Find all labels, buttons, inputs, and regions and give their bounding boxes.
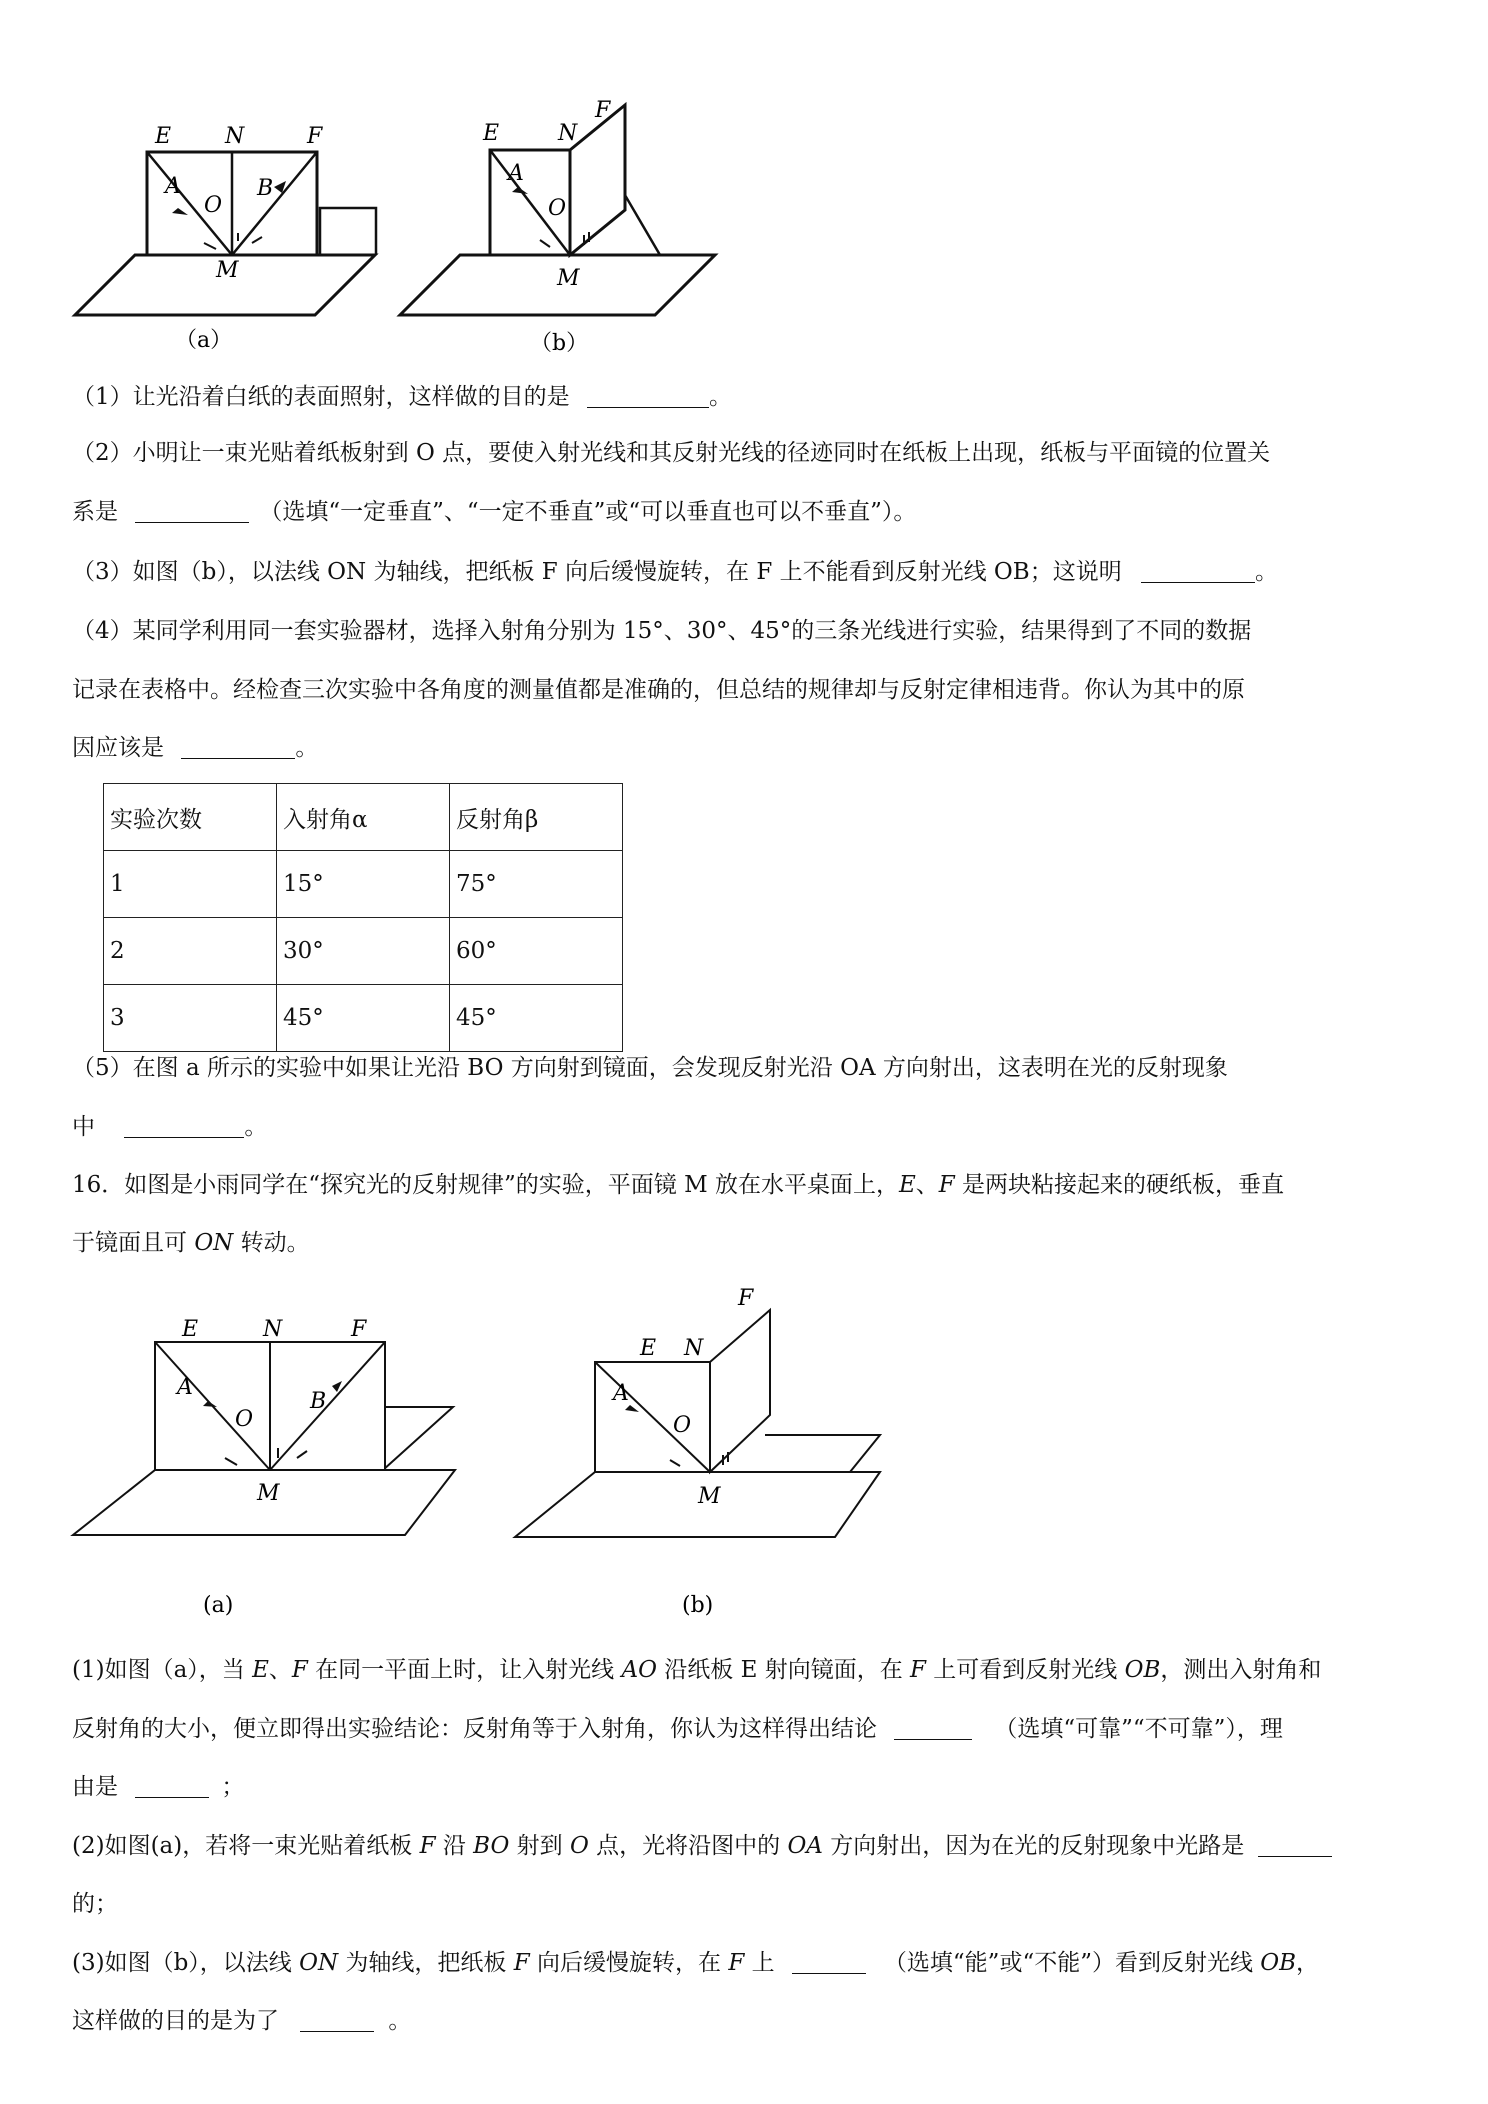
- label-N: N: [558, 121, 578, 146]
- label-M: M: [257, 1481, 280, 1506]
- caption-b: (b): [682, 1593, 714, 1618]
- q15-part5-line1: （5）在图 a 所示的实验中如果让光沿 BO 方向射到镜面，会发现反射光沿 OA 方向射出，这表明在光的反射现象: [72, 1055, 1228, 1081]
- answer-blank[interactable]: [894, 1717, 972, 1740]
- table-cell: 45°: [277, 985, 450, 1052]
- label-M: M: [216, 258, 239, 283]
- answer-blank[interactable]: [1141, 560, 1255, 583]
- table-header-row: [104, 784, 623, 851]
- q16-part2-line2: 的；: [72, 1891, 118, 1917]
- label-F: F: [307, 124, 323, 149]
- answer-blank[interactable]: [181, 736, 295, 759]
- paper-back-edge: [765, 1435, 880, 1472]
- answer-blank[interactable]: [135, 1775, 209, 1798]
- label-O: O: [548, 196, 567, 221]
- table-row: [104, 851, 623, 918]
- table-header: 反射角β: [450, 784, 623, 851]
- label-B: B: [257, 176, 274, 201]
- label-N: N: [263, 1317, 283, 1342]
- q16-intro-line1: 16．如图是小雨同学在“探究光的反射规律”的实验，平面镜 M 放在水平桌面上，E、F 是两块粘接起来的硬纸板，垂直: [72, 1172, 1285, 1198]
- table-cell: 1: [104, 851, 277, 918]
- label-E: E: [483, 121, 500, 146]
- label-F: F: [738, 1286, 754, 1311]
- label-F: F: [595, 98, 611, 123]
- answer-blank[interactable]: [1258, 1834, 1332, 1857]
- label-E: E: [182, 1317, 199, 1342]
- table-header: 入射角α: [277, 784, 450, 851]
- label-E: E: [640, 1336, 657, 1361]
- label-A: A: [177, 1375, 193, 1400]
- label-O: O: [673, 1413, 692, 1438]
- table-header: 实验次数: [104, 784, 277, 851]
- q15-part4-line1: （4）某同学利用同一套实验器材，选择入射角分别为 15°、30°、45°的三条光线进行实验，结果得到了不同的数据: [72, 618, 1252, 644]
- table-cell: 30°: [277, 918, 450, 985]
- answer-blank[interactable]: [135, 500, 249, 523]
- answer-blank[interactable]: [792, 1951, 866, 1974]
- label-A: A: [508, 161, 524, 186]
- label-F: F: [351, 1317, 367, 1342]
- q16-part1-line2: 反射角的大小，便立即得出实验结论：反射角等于入射角，你认为这样得出结论 （选填“可靠”“不可靠”），理: [72, 1716, 1283, 1742]
- q16-part2-line1: (2)如图(a)，若将一束光贴着纸板 F 沿 BO 射到 O 点，光将沿图中的 OA 方向射出，因为在光的反射现象中光路是: [72, 1831, 1332, 1861]
- table-cell: 60°: [450, 918, 623, 985]
- table-cell: 45°: [450, 985, 623, 1052]
- answer-blank[interactable]: [300, 2009, 374, 2032]
- caption-a: （a）: [175, 328, 233, 353]
- label-B: B: [310, 1389, 327, 1414]
- table-cell: 3: [104, 985, 277, 1052]
- paper-board-F: [570, 105, 625, 255]
- q15-part5-line2: 中 。: [72, 1114, 268, 1140]
- label-N: N: [684, 1336, 704, 1361]
- q16-part3-line2: 这样做的目的是为了 。: [72, 2008, 412, 2034]
- paper-board-F: [710, 1310, 770, 1472]
- label-O: O: [204, 193, 223, 218]
- label-A: A: [613, 1381, 629, 1406]
- label-M: M: [698, 1484, 721, 1509]
- table-cell: 75°: [450, 851, 623, 918]
- table-row: [104, 985, 623, 1052]
- figure-1a: [60, 115, 390, 375]
- label-N: N: [225, 124, 245, 149]
- label-E: E: [155, 124, 172, 149]
- label-M: M: [557, 266, 580, 291]
- q15-part2-line2: 系是 （选填“一定垂直”、“一定不垂直”或“可以垂直也可以不垂直”）。: [72, 499, 917, 525]
- paper-back-edge: [383, 1407, 453, 1470]
- caption-b: （b）: [530, 331, 589, 356]
- figure-1b: [390, 95, 730, 375]
- label-A: A: [165, 174, 181, 199]
- q15-part2-line1: （2）小明让一束光贴着纸板射到 O 点，要使入射光线和其反射光线的径迹同时在纸板上出现，纸板与平面镜的位置关: [72, 440, 1271, 466]
- q15-part3: （3）如图（b），以法线 ON 为轴线，把纸板 F 向后缓慢旋转，在 F 上不能看到反射光线 OB；这说明 。: [72, 559, 1279, 585]
- table-row: [104, 918, 623, 985]
- q15-part4-line3: 因应该是 。: [72, 735, 319, 761]
- answer-blank[interactable]: [587, 385, 709, 408]
- label-O: O: [235, 1407, 254, 1432]
- table-cell: 2: [104, 918, 277, 985]
- q16-part1-line3: 由是 ；: [72, 1774, 245, 1800]
- q15-part4-line2: 记录在表格中。经检查三次实验中各角度的测量值都是准确的，但总结的规律却与反射定律相违背。你认为其中的原: [72, 677, 1245, 703]
- data-table: [103, 783, 623, 1052]
- answer-blank[interactable]: [124, 1115, 244, 1138]
- figure-2a: [65, 1300, 485, 1640]
- q16-part1-line1: (1)如图（a），当 E、F 在同一平面上时，让入射光线 AO 沿纸板 E 射向镜面，在 F 上可看到反射光线 OB，测出入射角和: [72, 1657, 1322, 1683]
- q16-part3-line1: (3)如图（b），以法线 ON 为轴线，把纸板 F 向后缓慢旋转，在 F 上 （选填“能”或“不能”）看到反射光线 OB，: [72, 1950, 1320, 1976]
- figure-2b: [510, 1275, 900, 1640]
- caption-a: (a): [203, 1593, 234, 1618]
- paper-back-edge: [320, 208, 376, 255]
- q16-intro-line2: 于镜面且可 ON 转动。: [72, 1230, 310, 1256]
- q15-part1: （1）让光沿着白纸的表面照射，这样做的目的是 。: [72, 384, 732, 410]
- table-cell: 15°: [277, 851, 450, 918]
